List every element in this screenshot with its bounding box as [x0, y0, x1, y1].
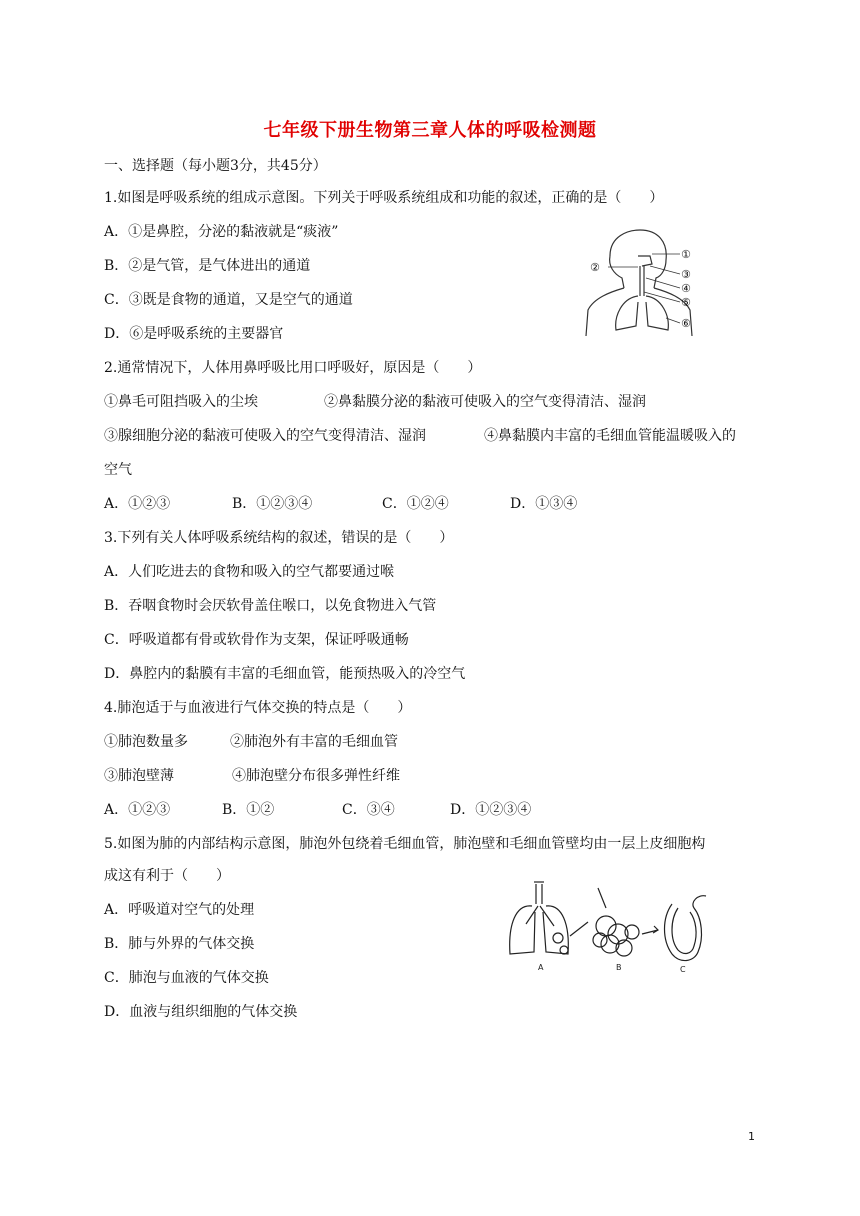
label-2: ②: [590, 261, 600, 274]
q1-stem: 1.如图是呼吸系统的组成示意图。下列关于呼吸系统组成和功能的叙述，正确的是（ ）: [104, 190, 664, 206]
q1-option-a: A．①是鼻腔，分泌的黏液就是“痰液”: [104, 224, 339, 240]
q2-statement-1: ①鼻毛可阻挡吸入的尘埃: [104, 394, 258, 410]
q2-option-a: A．①②③: [104, 496, 171, 512]
q1-option-b: B．②是气管，是气体进出的通道: [104, 258, 311, 274]
q5-stem: 5.如图为肺的内部结构示意图，肺泡外包绕着毛细血管，肺泡壁和毛细血管壁均由一层上皮细胞构: [104, 836, 706, 852]
q2-statement-4: ④鼻黏膜内丰富的毛细血管能温暖吸入的: [484, 428, 736, 444]
fig-label-a: A: [538, 963, 544, 972]
q1-option-c: C．③既是食物的通道，又是空气的通道: [104, 292, 353, 308]
section-heading: 一、选择题（每小题3分，共45分）: [104, 158, 327, 174]
q2-statement-3: ③腺细胞分泌的黏液可使吸入的空气变得清洁、湿润: [104, 428, 426, 444]
q2-statement-2: ②鼻黏膜分泌的黏液可使吸入的空气变得清洁、湿润: [324, 394, 646, 410]
q3-option-d: D．鼻腔内的黏膜有丰富的毛细血管，能预热吸入的冷空气: [104, 666, 466, 682]
q3-stem: 3.下列有关人体呼吸系统结构的叙述，错误的是（ ）: [104, 530, 454, 546]
q3-option-c: C．呼吸道都有骨或软骨作为支架，保证呼吸通畅: [104, 632, 409, 648]
q4-option-c: C．③④: [342, 802, 395, 818]
q5-option-d: D．血液与组织细胞的气体交换: [104, 1004, 298, 1020]
q4-statement-1: ①肺泡数量多: [104, 734, 188, 750]
fig-label-b: B: [616, 963, 622, 972]
label-4: ④: [681, 282, 691, 295]
q4-option-a: A．①②③: [104, 802, 171, 818]
q3-option-b: B．吞咽食物时会厌软骨盖住喉口，以免食物进入气管: [104, 598, 437, 614]
q4-option-d: D．①②③④: [450, 802, 532, 818]
page-number: 1: [748, 1130, 755, 1143]
q1-option-d: D．⑥是呼吸系统的主要器官: [104, 326, 284, 342]
q5-stem-cont: 成这有利于（ ）: [104, 868, 230, 884]
q2-option-b: B．①②③④: [232, 496, 313, 512]
q5-option-a: A．呼吸道对空气的处理: [104, 902, 255, 918]
respiratory-system-figure: [580, 226, 710, 338]
q4-statement-2: ②肺泡外有丰富的毛细血管: [230, 734, 398, 750]
label-5: ⑤: [681, 296, 691, 309]
q3-option-a: A．人们吃进去的食物和吸入的空气都要通过喉: [104, 564, 395, 580]
label-3: ③: [681, 268, 691, 281]
q5-option-c: C．肺泡与血液的气体交换: [104, 970, 269, 986]
q4-statement-4: ④肺泡壁分布很多弹性纤维: [232, 768, 400, 784]
lung-structure-figure: [502, 878, 722, 978]
q2-statement-4-cont: 空气: [104, 462, 132, 478]
fig-label-c: C: [680, 965, 686, 974]
q4-option-b: B．①②: [222, 802, 275, 818]
q4-stem: 4.肺泡适于与血液进行气体交换的特点是（ ）: [104, 700, 412, 716]
q4-statement-3: ③肺泡壁薄: [104, 768, 174, 784]
label-6: ⑥: [681, 317, 691, 330]
q5-option-b: B．肺与外界的气体交换: [104, 936, 255, 952]
page-title: 七年级下册生物第三章人体的呼吸检测题: [263, 120, 597, 141]
q2-option-d: D．①③④: [510, 496, 578, 512]
q2-option-c: C．①②④: [382, 496, 449, 512]
label-1: ①: [681, 248, 691, 261]
q2-stem: 2.通常情况下，人体用鼻呼吸比用口呼吸好，原因是（ ）: [104, 360, 482, 376]
